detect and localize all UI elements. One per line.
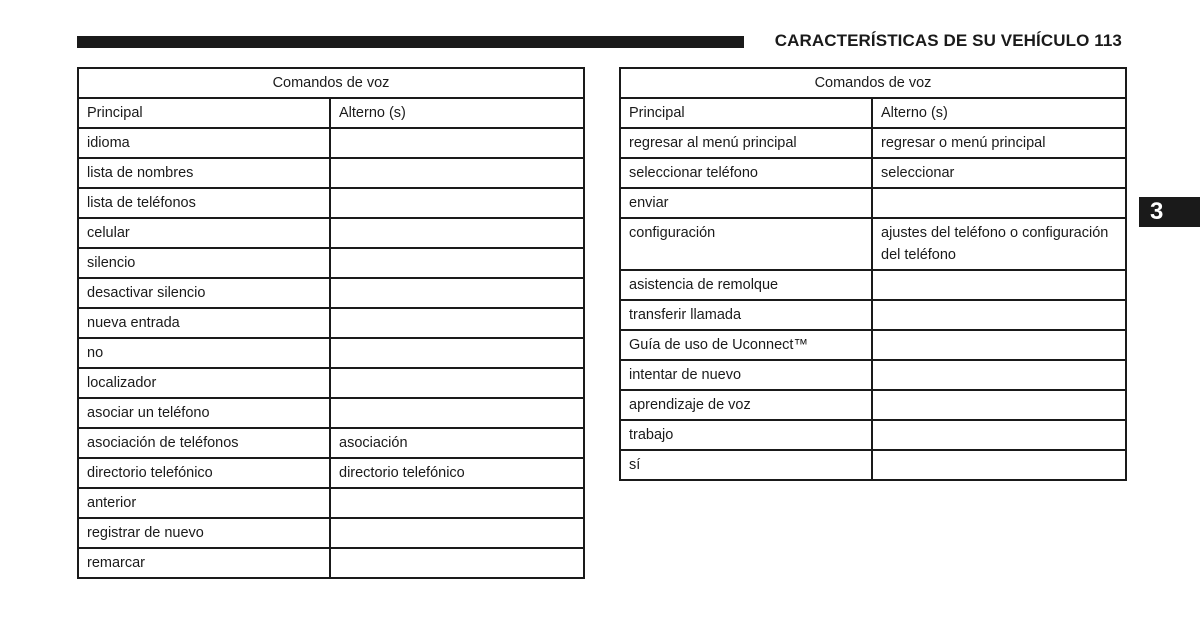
table-row xyxy=(78,398,584,428)
table-caption-row xyxy=(78,68,584,98)
cell-alterno xyxy=(330,518,584,548)
table-caption: Comandos de voz xyxy=(620,68,1126,98)
cell-principal: lista de nombres xyxy=(78,158,330,188)
cell-principal: celular xyxy=(78,218,330,248)
cell-alterno xyxy=(872,300,1126,330)
table-row xyxy=(620,330,1126,360)
table-header-row xyxy=(78,98,584,128)
table-row xyxy=(620,128,1126,158)
table-row xyxy=(620,390,1126,420)
cell-alterno: asociación xyxy=(330,428,584,458)
table-row xyxy=(620,158,1126,188)
cell-principal: idioma xyxy=(78,128,330,158)
table-row xyxy=(620,450,1126,480)
cell-principal: sí xyxy=(620,450,872,480)
cell-principal: directorio telefónico xyxy=(78,458,330,488)
cell-principal: registrar de nuevo xyxy=(78,518,330,548)
cell-principal: lista de teléfonos xyxy=(78,188,330,218)
table-row xyxy=(78,218,584,248)
cell-principal: no xyxy=(78,338,330,368)
table-row xyxy=(78,158,584,188)
cell-principal: regresar al menú principal xyxy=(620,128,872,158)
cell-alterno xyxy=(330,158,584,188)
table-row xyxy=(78,458,584,488)
cell-principal: asistencia de remolque xyxy=(620,270,872,300)
cell-principal: anterior xyxy=(78,488,330,518)
table-row xyxy=(78,368,584,398)
cell-alterno xyxy=(330,398,584,428)
column-header-principal: Principal xyxy=(620,98,872,128)
cell-principal: configuración xyxy=(620,218,872,270)
cell-alterno xyxy=(872,450,1126,480)
voice-commands-table-left xyxy=(77,67,585,579)
cell-principal: asociación de teléfonos xyxy=(78,428,330,458)
cell-principal: remarcar xyxy=(78,548,330,578)
cell-principal: transferir llamada xyxy=(620,300,872,330)
cell-principal: Guía de uso de Uconnect™ xyxy=(620,330,872,360)
cell-alterno xyxy=(330,218,584,248)
cell-alterno xyxy=(330,488,584,518)
table-row xyxy=(78,308,584,338)
chapter-tab: 3 xyxy=(1139,197,1200,227)
table-row xyxy=(620,360,1126,390)
cell-alterno xyxy=(872,270,1126,300)
voice-commands-table-right xyxy=(619,67,1127,481)
cell-alterno xyxy=(872,188,1126,218)
cell-alterno xyxy=(330,548,584,578)
cell-principal: localizador xyxy=(78,368,330,398)
table-row xyxy=(78,188,584,218)
header-rule xyxy=(77,36,744,48)
table-row xyxy=(620,300,1126,330)
cell-alterno xyxy=(330,128,584,158)
table-row xyxy=(78,248,584,278)
cell-alterno: regresar o menú principal xyxy=(872,128,1126,158)
table-row xyxy=(78,518,584,548)
cell-alterno: seleccionar xyxy=(872,158,1126,188)
cell-alterno: ajustes del teléfono o configuración del teléfono xyxy=(872,218,1126,270)
cell-alterno xyxy=(330,188,584,218)
cell-alterno xyxy=(330,338,584,368)
page-header-title: CARACTERÍSTICAS DE SU VEHÍCULO 113 xyxy=(774,31,1122,50)
table-row xyxy=(620,420,1126,450)
table-row xyxy=(78,548,584,578)
table-row xyxy=(78,128,584,158)
cell-alterno xyxy=(872,390,1126,420)
cell-alterno xyxy=(872,420,1126,450)
table-header-row xyxy=(620,98,1126,128)
cell-principal: desactivar silencio xyxy=(78,278,330,308)
cell-alterno xyxy=(872,360,1126,390)
cell-principal: trabajo xyxy=(620,420,872,450)
table-row xyxy=(620,270,1126,300)
table-row xyxy=(620,218,1126,270)
cell-principal: silencio xyxy=(78,248,330,278)
table-row xyxy=(78,428,584,458)
table-row xyxy=(78,488,584,518)
cell-principal: asociar un teléfono xyxy=(78,398,330,428)
column-header-principal: Principal xyxy=(78,98,330,128)
cell-alterno xyxy=(330,248,584,278)
cell-alterno: directorio telefónico xyxy=(330,458,584,488)
cell-alterno xyxy=(330,368,584,398)
table-row xyxy=(78,338,584,368)
cell-principal: seleccionar teléfono xyxy=(620,158,872,188)
column-header-alterno: Alterno (s) xyxy=(330,98,584,128)
cell-alterno xyxy=(330,278,584,308)
cell-principal: enviar xyxy=(620,188,872,218)
table-row xyxy=(78,278,584,308)
cell-principal: nueva entrada xyxy=(78,308,330,338)
cell-principal: intentar de nuevo xyxy=(620,360,872,390)
cell-principal: aprendizaje de voz xyxy=(620,390,872,420)
table-caption-row xyxy=(620,68,1126,98)
cell-alterno xyxy=(330,308,584,338)
table-row xyxy=(620,188,1126,218)
table-caption: Comandos de voz xyxy=(78,68,584,98)
column-header-alterno: Alterno (s) xyxy=(872,98,1126,128)
cell-alterno xyxy=(872,330,1126,360)
